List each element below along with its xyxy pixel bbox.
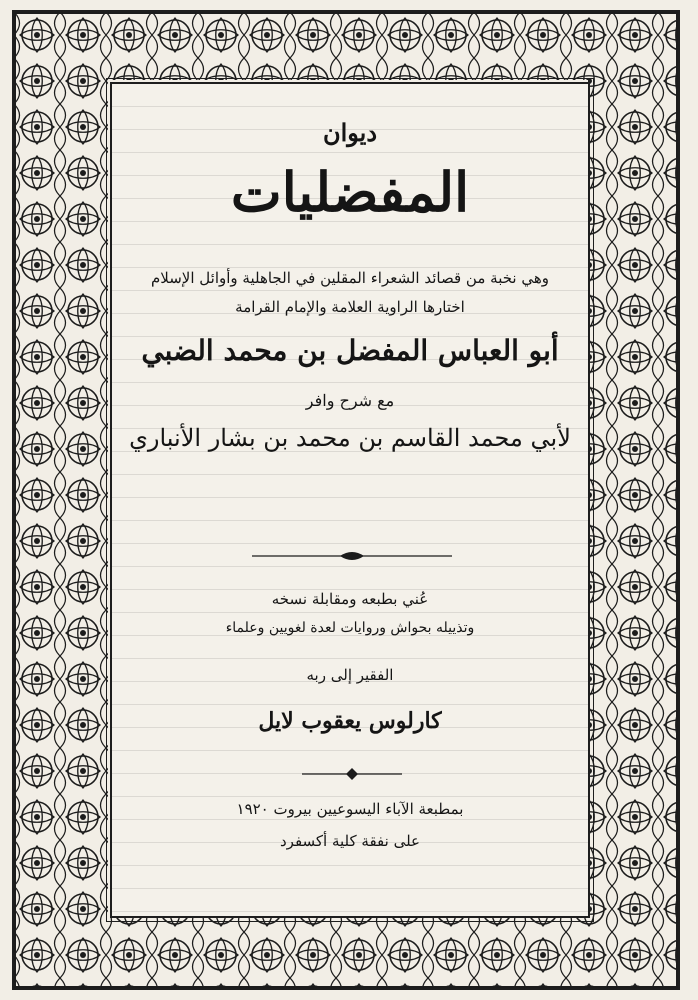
diwan-heading: ديوان [322, 118, 378, 147]
selected-by-line: اختارها الراوية العلامة والإمام القرامة [235, 298, 465, 316]
description-line: وهي نخبة من قصائد الشعراء المقلين في الجاهلية وأوائل الإسلام [151, 269, 549, 287]
book-title: المفضليات [230, 160, 470, 224]
commentator-name: لأبي محمد القاسم بن محمد بن بشار الأنباري [129, 424, 571, 452]
author-name: أبو العباس المفضل بن محمد الضبي [141, 334, 559, 367]
small-divider-ornament [302, 768, 402, 780]
divider-ornament [252, 550, 452, 562]
press-line: بمطبعة الآباء اليسوعيين بيروت ١٩٢٠ [236, 800, 464, 818]
edition-note: عُني بطبعه ومقابلة نسخه [271, 590, 429, 608]
editor-name: كارلوس يعقوب لايل [258, 708, 442, 734]
annotations-note: وتذييله بحواش وروايات لعدة لغويين وعلماء [225, 620, 475, 636]
commentary-note: مع شرح وافر [305, 391, 395, 410]
expense-line: على نفقة كلية أكسفرد [279, 832, 421, 850]
humble-line: الفقير إلى ربه [306, 666, 394, 684]
title-panel [110, 82, 590, 918]
